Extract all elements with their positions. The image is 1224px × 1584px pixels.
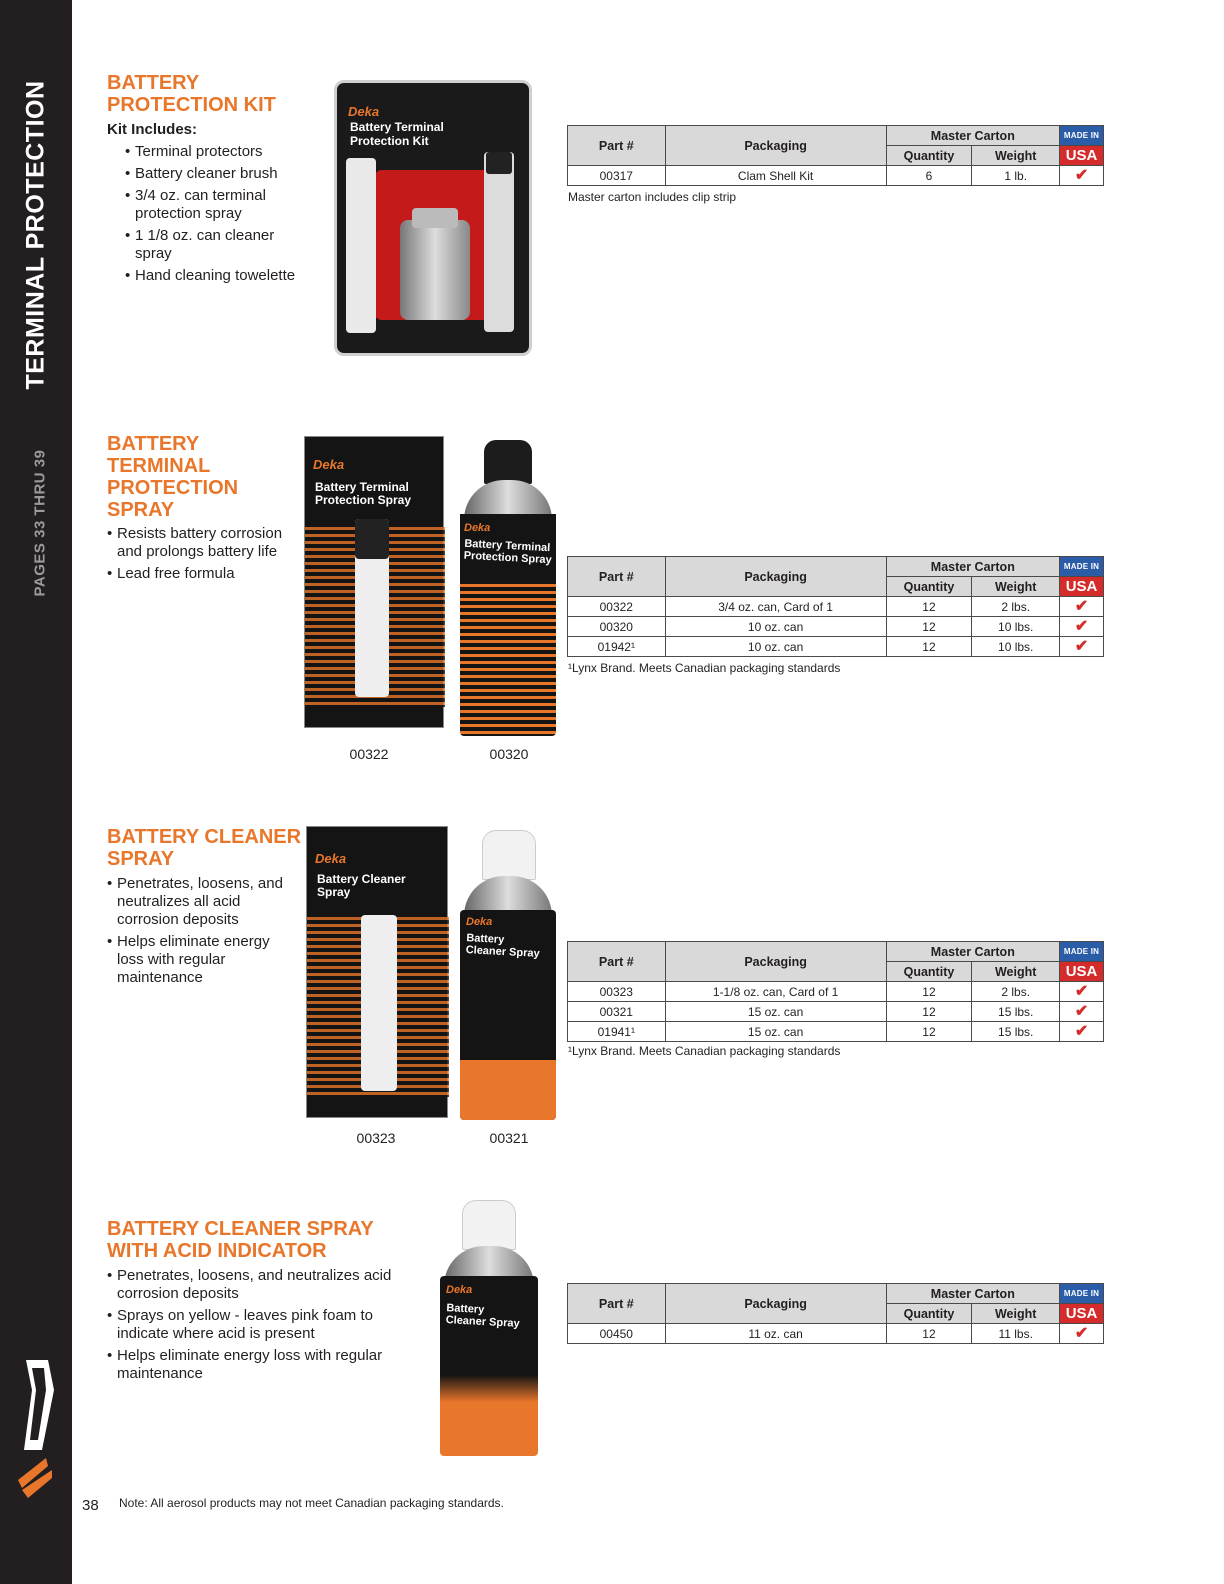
- made-in-badge: MADE IN: [1060, 126, 1104, 146]
- title-line: SPRAY: [107, 848, 175, 870]
- cell-packaging: 11 oz. can: [665, 1324, 886, 1344]
- header-master-carton: Master Carton: [886, 1284, 1059, 1304]
- check-icon: ✔: [1060, 617, 1104, 637]
- cell-quantity: 12: [886, 1022, 972, 1042]
- spec-table-protection-spray: [567, 556, 1104, 657]
- deka-logo-icon: [8, 1350, 66, 1500]
- header-part: Part #: [568, 942, 666, 982]
- brand-logo: Deka: [313, 457, 345, 472]
- check-icon: ✔: [1060, 1324, 1104, 1344]
- check-icon: ✔: [1060, 982, 1104, 1002]
- cell-quantity: 12: [886, 1324, 972, 1344]
- table-row: [568, 617, 1104, 637]
- page-range-vertical: PAGES 33 THRU 39: [31, 449, 49, 597]
- list-item: • Sprays on yellow - leaves pink foam to indicate where acid is present: [107, 1307, 417, 1343]
- title-line: BATTERY: [107, 72, 200, 94]
- product-caption: 00320: [489, 746, 529, 762]
- cell-quantity: 12: [886, 1002, 972, 1022]
- title-line: SPRAY: [107, 499, 175, 521]
- brand-logo: Deka: [315, 851, 347, 866]
- table-row: [568, 1022, 1104, 1042]
- header-master-carton: Master Carton: [886, 126, 1059, 146]
- brand-logo: Deka: [446, 1284, 473, 1296]
- cell-quantity: 12: [886, 637, 972, 657]
- brand-logo: Deka: [464, 522, 491, 534]
- header-weight: Weight: [972, 1304, 1060, 1324]
- protection-kit-image: [334, 80, 532, 356]
- cell-packaging: 10 oz. can: [665, 637, 886, 657]
- check-icon: ✔: [1060, 597, 1104, 617]
- header-part: Part #: [568, 557, 666, 597]
- header-packaging: Packaging: [665, 126, 886, 166]
- header-weight: Weight: [972, 577, 1060, 597]
- table-note: ¹Lynx Brand. Meets Canadian packaging standards: [568, 1044, 841, 1058]
- kit-includes-label: Kit Includes:: [107, 121, 198, 138]
- acid-indicator-can-image: [438, 1200, 540, 1458]
- cell-part: 00323: [568, 982, 666, 1002]
- cell-part: 00322: [568, 597, 666, 617]
- cell-part: 00450: [568, 1324, 666, 1344]
- table-row: [568, 1002, 1104, 1022]
- header-quantity: Quantity: [886, 577, 972, 597]
- usa-badge: USA: [1060, 962, 1104, 982]
- can-label: Battery Cleaner Spray: [465, 932, 540, 960]
- section-title-cleaner-spray: [107, 826, 301, 870]
- cell-packaging: 15 oz. can: [665, 1002, 886, 1022]
- list-item: • Penetrates, loosens, and neutralizes all acid corrosion deposits: [107, 875, 287, 929]
- spec-table-acid-indicator: [567, 1283, 1104, 1344]
- brand-logo: Deka: [348, 104, 380, 119]
- list-item: • 1 1/8 oz. can cleaner spray: [125, 227, 305, 263]
- table-row: [568, 597, 1104, 617]
- protection-spray-card-image: [304, 436, 444, 728]
- header-packaging: Packaging: [665, 557, 886, 597]
- product-caption: 00322: [349, 746, 389, 762]
- package-label: Battery Cleaner Spray: [317, 872, 406, 899]
- table-row: [568, 637, 1104, 657]
- section-title-vertical: TERMINAL PROTECTION: [21, 80, 50, 390]
- cell-packaging: Clam Shell Kit: [665, 166, 886, 186]
- list-item: • Resists battery corrosion and prolongs battery life: [107, 525, 302, 561]
- section-title-protection-spray: [107, 433, 238, 521]
- made-in-badge: MADE IN: [1060, 942, 1104, 962]
- feature-list: [107, 875, 287, 991]
- check-icon: ✔: [1060, 1022, 1104, 1042]
- cell-part: 01942¹: [568, 637, 666, 657]
- list-item: • Battery cleaner brush: [125, 165, 305, 183]
- cleaner-spray-card-image: [306, 826, 448, 1118]
- table-note: ¹Lynx Brand. Meets Canadian packaging standards: [568, 661, 841, 675]
- header-master-carton: Master Carton: [886, 942, 1059, 962]
- cell-quantity: 12: [886, 982, 972, 1002]
- section-title-acid-indicator: [107, 1218, 374, 1262]
- list-item: • Lead free formula: [107, 565, 302, 583]
- cleaner-spray-can-image: [458, 830, 558, 1120]
- title-line: TERMINAL: [107, 455, 211, 477]
- list-item: • Terminal protectors: [125, 143, 305, 161]
- cell-part: 01941¹: [568, 1022, 666, 1042]
- brand-logo: Deka: [466, 916, 493, 928]
- cell-packaging: 3/4 oz. can, Card of 1: [665, 597, 886, 617]
- title-line: PROTECTION: [107, 477, 239, 499]
- table-row: [568, 166, 1104, 186]
- cell-part: 00320: [568, 617, 666, 637]
- cell-weight: 1 lb.: [972, 166, 1060, 186]
- table-row: [568, 1324, 1104, 1344]
- page-number: 38: [82, 1497, 99, 1514]
- cell-quantity: 6: [886, 166, 972, 186]
- header-quantity: Quantity: [886, 146, 972, 166]
- title-line: BATTERY CLEANER: [107, 826, 302, 848]
- usa-badge: USA: [1060, 1304, 1104, 1324]
- cell-weight: 15 lbs.: [972, 1022, 1060, 1042]
- usa-badge: USA: [1060, 577, 1104, 597]
- cell-packaging: 1-1/8 oz. can, Card of 1: [665, 982, 886, 1002]
- check-icon: ✔: [1060, 637, 1104, 657]
- usa-badge: USA: [1060, 146, 1104, 166]
- header-weight: Weight: [972, 962, 1060, 982]
- protection-spray-can-image: [458, 440, 558, 736]
- cell-quantity: 12: [886, 597, 972, 617]
- header-master-carton: Master Carton: [886, 557, 1059, 577]
- header-quantity: Quantity: [886, 1304, 972, 1324]
- section-title-protection-kit: [107, 72, 276, 116]
- product-caption: 00323: [356, 1130, 396, 1146]
- sidebar: [0, 0, 72, 1584]
- cell-weight: 2 lbs.: [972, 597, 1060, 617]
- cell-weight: 10 lbs.: [972, 637, 1060, 657]
- footer-note: Note: All aerosol products may not meet Canadian packaging standards.: [119, 1496, 504, 1510]
- cell-packaging: 15 oz. can: [665, 1022, 886, 1042]
- list-item: • Penetrates, loosens, and neutralizes acid corrosion deposits: [107, 1267, 417, 1303]
- product-caption: 00321: [489, 1130, 529, 1146]
- header-part: Part #: [568, 1284, 666, 1324]
- feature-list: [125, 143, 305, 289]
- list-item: • 3/4 oz. can terminal protection spray: [125, 187, 305, 223]
- cell-weight: 15 lbs.: [972, 1002, 1060, 1022]
- cell-part: 00321: [568, 1002, 666, 1022]
- list-item: • Hand cleaning towelette: [125, 267, 305, 285]
- header-packaging: Packaging: [665, 942, 886, 982]
- feature-list: [107, 525, 302, 587]
- feature-list: [107, 1267, 417, 1387]
- list-item: • Helps eliminate energy loss with regular maintenance: [107, 1347, 417, 1383]
- made-in-badge: MADE IN: [1060, 557, 1104, 577]
- title-line: BATTERY: [107, 433, 200, 455]
- spec-table-cleaner-spray: [567, 941, 1104, 1042]
- cell-weight: 10 lbs.: [972, 617, 1060, 637]
- cell-weight: 2 lbs.: [972, 982, 1060, 1002]
- title-line: PROTECTION KIT: [107, 94, 276, 116]
- can-label: Battery Terminal Protection Spray: [463, 537, 552, 567]
- header-weight: Weight: [972, 146, 1060, 166]
- table-row: [568, 982, 1104, 1002]
- check-icon: ✔: [1060, 1002, 1104, 1022]
- cell-weight: 11 lbs.: [972, 1324, 1060, 1344]
- list-item: • Helps eliminate energy loss with regular maintenance: [107, 933, 287, 987]
- title-line: WITH ACID INDICATOR: [107, 1240, 327, 1262]
- made-in-badge: MADE IN: [1060, 1284, 1104, 1304]
- header-part: Part #: [568, 126, 666, 166]
- header-packaging: Packaging: [665, 1284, 886, 1324]
- title-line: BATTERY CLEANER SPRAY: [107, 1218, 374, 1240]
- table-note: Master carton includes clip strip: [568, 190, 737, 204]
- package-label: Battery Terminal Protection Kit: [350, 120, 444, 148]
- package-label: Battery Terminal Protection Spray: [315, 480, 412, 507]
- header-quantity: Quantity: [886, 962, 972, 982]
- check-icon: ✔: [1060, 166, 1104, 186]
- cell-quantity: 12: [886, 617, 972, 637]
- can-label: Battery Cleaner Spray: [445, 1302, 520, 1330]
- cell-packaging: 10 oz. can: [665, 617, 886, 637]
- cell-part: 00317: [568, 166, 666, 186]
- spec-table-protection-kit: [567, 125, 1104, 186]
